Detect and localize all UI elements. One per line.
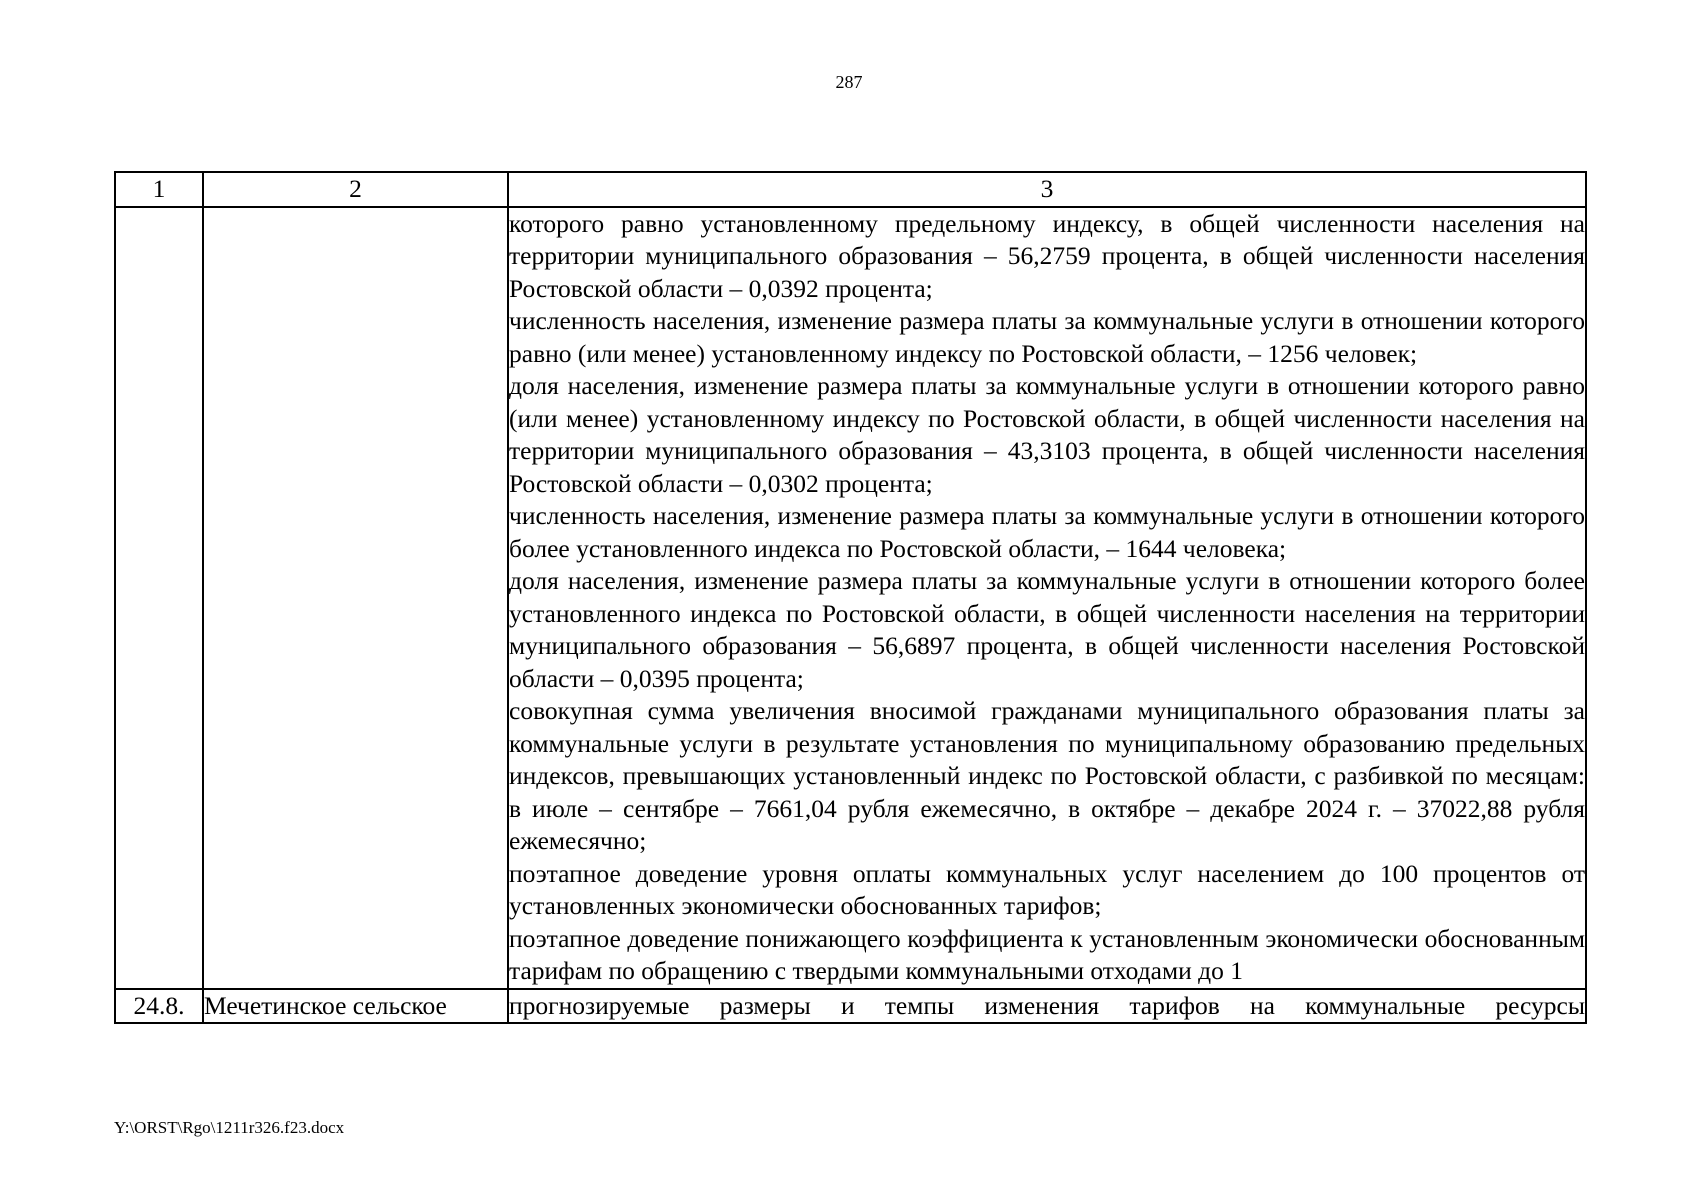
paragraph: прогнозируемые размеры и темпы изменения тарифов на коммунальные ресурсы: [509, 990, 1585, 1020]
row-name-cell-empty: [203, 207, 508, 989]
column-header-3: 3: [508, 172, 1586, 207]
footer-file-path: Y:\ORST\Rgo\1211r326.f23.docx: [114, 1118, 345, 1137]
table-row-continuation: [115, 207, 1586, 989]
municipality-name-cell: [203, 989, 508, 1024]
paragraph: которого равно установленному предельному индексу, в общей численности населения на территории муниципального образования – 56,2759 процента, в общей численности населения Ростовской области – 0,0392 процента;: [509, 208, 1585, 303]
paragraph: поэтапное доведение понижающего коэффициента к установленным экономически обоснованным тарифам по обращению с твердыми коммунальными отходами до 1: [509, 923, 1585, 985]
document-table: [114, 171, 1587, 1024]
row-text-cell: [508, 207, 1586, 989]
paragraph: численность населения, изменение размера платы за коммунальные услуги в отношении которого более установленного индекса по Ростовской области, – 1644 человека;: [509, 501, 1585, 563]
municipality-name: Мечетинское сельское: [204, 990, 447, 1020]
paragraph: доля населения, изменение размера платы за коммунальные услуги в отношении которого более установленного индекса по Ростовской области, в общей численности населения на территории муниципального образования – 56,6897 процента, в общей численности населения Ростовской области – 0,0395 процента;: [509, 566, 1585, 693]
paragraph: поэтапное доведение уровня оплаты коммунальных услуг населением до 100 процентов от установленных экономически обоснованных тарифов;: [509, 858, 1585, 920]
row-text-cell: [508, 989, 1586, 1024]
paragraph: совокупная сумма увеличения вносимой гражданами муниципального образования платы за коммунальные услуги в результате установления по муниципальному образованию предельных индексов, превышающих установленный индекс по Ростовской области, с разбивкой по месяцам: в июле – сентябре – 7661,04 рубля ежемесячно, в октябре – декабре 2024 г. – 37022,88 рубля ежемесячно;: [509, 696, 1585, 855]
column-header-2: 2: [203, 172, 508, 207]
column-header-1: 1: [115, 172, 203, 207]
table-row: [115, 989, 1586, 1024]
page-number: 287: [835, 72, 863, 92]
paragraph: доля населения, изменение размера платы за коммунальные услуги в отношении которого равно (или менее) установленному индексу по Ростовской области, в общей численности населения на территории муниципального образования – 43,3103 процента, в общей численности населения Ростовской области – 0,0302 процента;: [509, 371, 1585, 498]
row-number-cell-empty: [115, 207, 203, 989]
table-header-row: [115, 172, 1586, 207]
paragraph: численность населения, изменение размера платы за коммунальные услуги в отношении которого равно (или менее) установленному индексу по Ростовской области, – 1256 человек;: [509, 306, 1585, 368]
row-number-cell: 24.8.: [115, 989, 203, 1024]
